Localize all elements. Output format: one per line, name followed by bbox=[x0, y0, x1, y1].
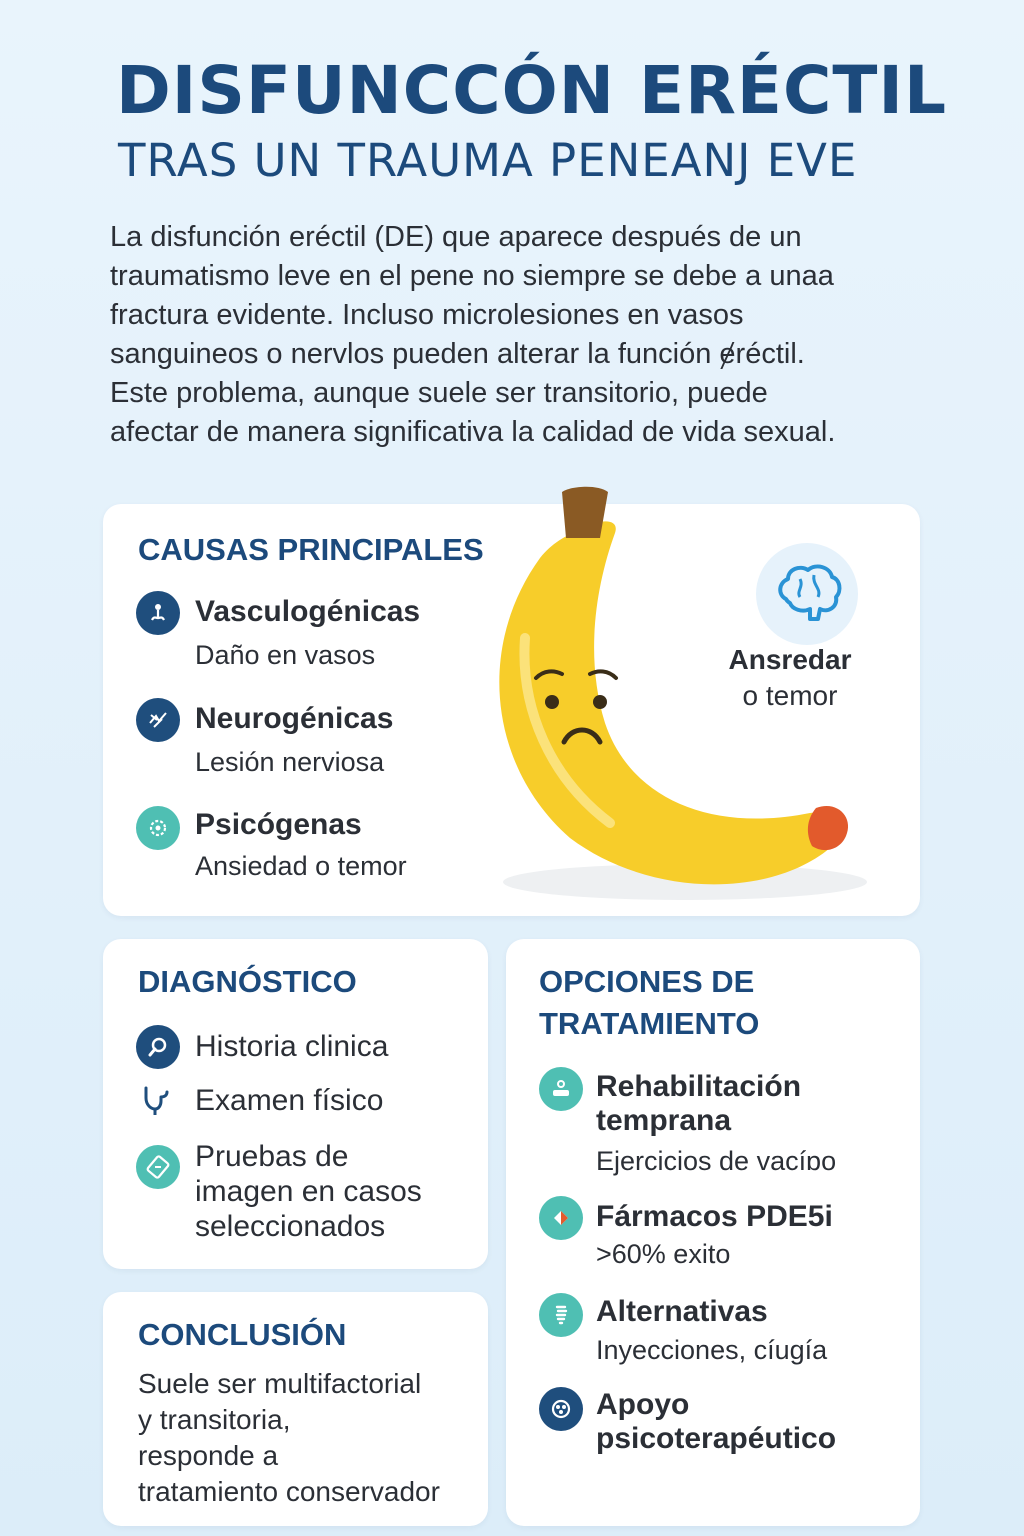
treatment-item-sub: Ejercicios de vacíɒo bbox=[596, 1146, 837, 1176]
nerve-icon bbox=[136, 698, 180, 742]
diagnosis-title: DIAGNÓSTICO bbox=[138, 964, 357, 999]
treatment-item-title-line: temprana bbox=[596, 1104, 732, 1137]
page-subtitle: TRAS UN TRAUMA PENEANJ EVE bbox=[118, 134, 858, 187]
diagnosis-item-line: seleccionados bbox=[195, 1210, 386, 1243]
conclusion-line: tratamiento conservador bbox=[138, 1476, 440, 1507]
vessel-icon bbox=[136, 591, 180, 635]
treatment-item-title: Alternativas bbox=[596, 1295, 768, 1328]
banana-stem bbox=[562, 487, 608, 538]
diagnosis-item-line: Pruebas de bbox=[195, 1140, 349, 1173]
cause-sub: Daño en vasos bbox=[195, 640, 376, 670]
page-title: DISFUNCCÓN ERÉCTIL bbox=[116, 52, 948, 129]
treatment-item-title-line: Apoyo bbox=[596, 1388, 690, 1421]
diagnosis-item-line: imagen en casos bbox=[195, 1175, 422, 1208]
brain-bubble bbox=[756, 543, 858, 645]
treatment-item-sub: Inyecciones, cíugía bbox=[596, 1335, 828, 1365]
cause-title: Neurogénicas bbox=[195, 702, 394, 735]
anxiety-note bbox=[700, 642, 880, 714]
conclusion-text bbox=[138, 1366, 440, 1510]
intro-line: La disfunción eréctil (DE) que aparece después de un bbox=[110, 221, 802, 253]
treatment-item-title-line: psicoterapéutico bbox=[596, 1422, 837, 1455]
treatment-title bbox=[539, 961, 759, 1045]
cause-sub: Ansiedad o temor bbox=[195, 851, 407, 881]
treatment-title-line: OPCIONES DE bbox=[539, 964, 755, 999]
treatment-item-sub: >60% exito bbox=[596, 1239, 731, 1269]
cause-title: Vasculogénicas bbox=[195, 595, 421, 628]
conclusion-title: CONCLUSIÓN bbox=[138, 1317, 347, 1352]
treatment-item-title bbox=[596, 1070, 801, 1138]
conclusion-line: responde a bbox=[138, 1440, 279, 1471]
diagnosis-card bbox=[103, 939, 488, 1269]
anxiety-note-line: o temor bbox=[742, 680, 838, 711]
magnifier-icon bbox=[136, 1025, 180, 1069]
treatment-item-title bbox=[596, 1388, 836, 1456]
treatment-item-title: Fármacos PDE5i bbox=[596, 1200, 833, 1233]
conclusion-card bbox=[103, 1292, 488, 1526]
stethoscope-icon bbox=[133, 1079, 177, 1123]
banana-tip bbox=[808, 806, 848, 850]
cause-sub: Lesión nerviosa bbox=[195, 747, 385, 777]
treatment-title-line: TRATAMIENTO bbox=[539, 1006, 760, 1041]
intro-line: traumatismo leve en el pene no siempre se debe a unaa bbox=[110, 260, 834, 292]
brain-icon bbox=[756, 543, 858, 645]
causes-title: CAUSAS PRINCIPALES bbox=[138, 532, 484, 567]
intro-line: fractura evidente. Incluso microlesiones en vasos bbox=[110, 299, 744, 331]
diagnosis-item bbox=[195, 1139, 422, 1244]
conclusion-line: y transitoria, bbox=[138, 1404, 291, 1435]
anxiety-note-line: Ansredar bbox=[728, 644, 852, 675]
imaging-icon bbox=[136, 1145, 180, 1189]
injection-icon bbox=[539, 1293, 583, 1337]
conclusion-line: Suele ser multifactorial bbox=[138, 1368, 422, 1399]
cause-title: Psicógenas bbox=[195, 808, 362, 841]
diagnosis-item: Examen físico bbox=[195, 1084, 384, 1117]
treatment-item-title-line: Rehabilitación bbox=[596, 1070, 802, 1103]
support-icon bbox=[539, 1387, 583, 1431]
intro-line: afectar de manera significativa la calidad de vida sexual. bbox=[110, 416, 836, 448]
treatment-card bbox=[506, 939, 920, 1526]
diagnosis-item: Historia clinica bbox=[195, 1030, 389, 1063]
pill-icon bbox=[539, 1196, 583, 1240]
intro-line: sanguineos o nervlos pueden alterar la función ɇréctil. bbox=[110, 338, 805, 370]
mind-icon bbox=[136, 806, 180, 850]
rehab-icon bbox=[539, 1067, 583, 1111]
intro-line: Este problema, aunque suele ser transitorio, puede bbox=[110, 377, 768, 409]
intro-paragraph bbox=[110, 218, 950, 452]
